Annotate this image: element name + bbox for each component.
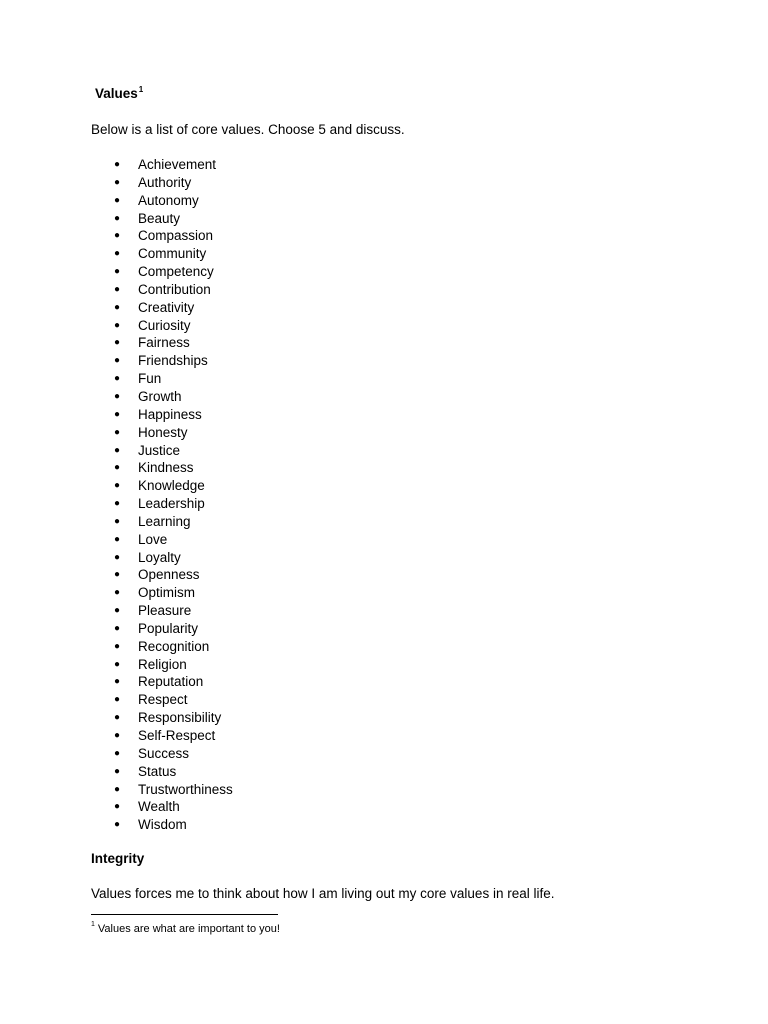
- list-item-label: Trustworthiness: [138, 781, 233, 797]
- bullet-icon: ●: [114, 747, 121, 759]
- list-item-label: Fun: [138, 371, 162, 387]
- section-heading-integrity: Integrity: [91, 851, 145, 866]
- list-item-label: Self-Respect: [138, 728, 216, 743]
- footnote-marker: 1: [91, 921, 95, 929]
- bullet-icon: ●: [114, 676, 121, 688]
- title-footnote-marker: 1: [138, 84, 144, 94]
- list-item-label: Knowledge: [138, 478, 205, 494]
- footnote-separator: [91, 914, 278, 915]
- bullet-icon: ●: [114, 212, 121, 224]
- list-item-label: Authority: [138, 174, 192, 190]
- list-item-label: Growth: [138, 388, 182, 404]
- list-item-label: Curiosity: [138, 317, 191, 333]
- list-item-label: Justice: [138, 442, 181, 458]
- bullet-icon: ●: [114, 194, 121, 206]
- bullet-icon: ●: [114, 373, 121, 385]
- bullet-icon: ●: [114, 819, 121, 831]
- list-item-label: Compassion: [138, 228, 214, 244]
- bullet-icon: ●: [114, 176, 121, 188]
- list-item-label: Popularity: [138, 620, 199, 636]
- list-item-label: Loyalty: [138, 549, 181, 565]
- bullet-icon: ●: [114, 605, 121, 617]
- list-item-label: Responsibility: [138, 710, 222, 726]
- bullet-icon: ●: [114, 266, 121, 278]
- list-item-label: Respect: [138, 692, 188, 708]
- list-item-label: Recognition: [138, 638, 210, 654]
- list-item-label: Pleasure: [138, 603, 192, 619]
- bullet-icon: ●: [114, 355, 121, 367]
- bullet-icon: ●: [114, 480, 121, 492]
- bullet-icon: ●: [114, 765, 121, 777]
- list-item-label: Optimism: [138, 585, 195, 601]
- list-item-label: Contribution: [138, 281, 211, 297]
- list-item-label: Status: [138, 763, 177, 779]
- bullet-icon: ●: [114, 408, 121, 420]
- bullet-icon: ●: [114, 515, 121, 527]
- page-title-text: Values: [95, 86, 138, 101]
- list-item-label: Reputation: [138, 674, 204, 690]
- bullet-icon: ●: [114, 390, 121, 402]
- list-item-label: Happiness: [138, 406, 202, 422]
- list-item-label: Creativity: [138, 299, 195, 315]
- bullet-icon: ●: [114, 337, 121, 349]
- list-item-label: Competency: [138, 264, 214, 280]
- bullet-icon: ●: [114, 159, 121, 170]
- bullet-icon: ●: [114, 248, 121, 260]
- list-item-label: Leadership: [138, 496, 205, 512]
- list-item-label: Autonomy: [138, 192, 199, 208]
- bullet-icon: ●: [114, 444, 121, 456]
- list-item-label: Love: [138, 531, 168, 547]
- list-item-label: Success: [138, 745, 190, 761]
- bullet-icon: ●: [114, 622, 121, 634]
- bullet-icon: ●: [114, 801, 121, 813]
- body-paragraph: Values forces me to think about how I am living out my core values in real life.: [91, 886, 555, 901]
- bullet-icon: ●: [114, 230, 121, 242]
- list-item-label: Kindness: [138, 460, 194, 476]
- bullet-icon: ●: [114, 462, 121, 474]
- page-title: [95, 85, 143, 103]
- bullet-icon: ●: [114, 658, 121, 670]
- bullet-icon: ●: [114, 551, 121, 563]
- bullet-icon: ●: [114, 694, 121, 706]
- footnote-text: Values are what are important to you!: [97, 923, 280, 935]
- bullet-icon: ●: [114, 640, 121, 652]
- bullet-icon: ●: [114, 730, 121, 741]
- list-item-label: Honesty: [138, 424, 188, 440]
- list-item-label: Community: [138, 246, 207, 262]
- bullet-icon: ●: [114, 712, 121, 724]
- footnote: [91, 922, 280, 936]
- list-item-label: Wealth: [138, 799, 180, 815]
- bullet-icon: ●: [114, 783, 121, 795]
- bullet-icon: ●: [114, 426, 121, 438]
- intro-paragraph: Below is a list of core values. Choose 5 and discuss.: [91, 122, 405, 137]
- list-item-label: Achievement: [138, 157, 217, 172]
- bullet-icon: ●: [114, 283, 121, 295]
- bullet-icon: ●: [114, 319, 121, 331]
- list-item-label: Friendships: [138, 353, 208, 369]
- list-item-label: Beauty: [138, 210, 181, 226]
- list-item-label: Wisdom: [138, 817, 187, 833]
- bullet-icon: ●: [114, 569, 121, 581]
- bullet-icon: ●: [114, 498, 121, 510]
- list-item-label: Learning: [138, 513, 191, 529]
- list-item-label: Openness: [138, 567, 200, 583]
- list-item-label: Religion: [138, 656, 187, 672]
- bullet-icon: ●: [114, 533, 121, 545]
- bullet-icon: ●: [114, 587, 121, 599]
- list-item-label: Fairness: [138, 335, 190, 351]
- bullet-icon: ●: [114, 301, 121, 313]
